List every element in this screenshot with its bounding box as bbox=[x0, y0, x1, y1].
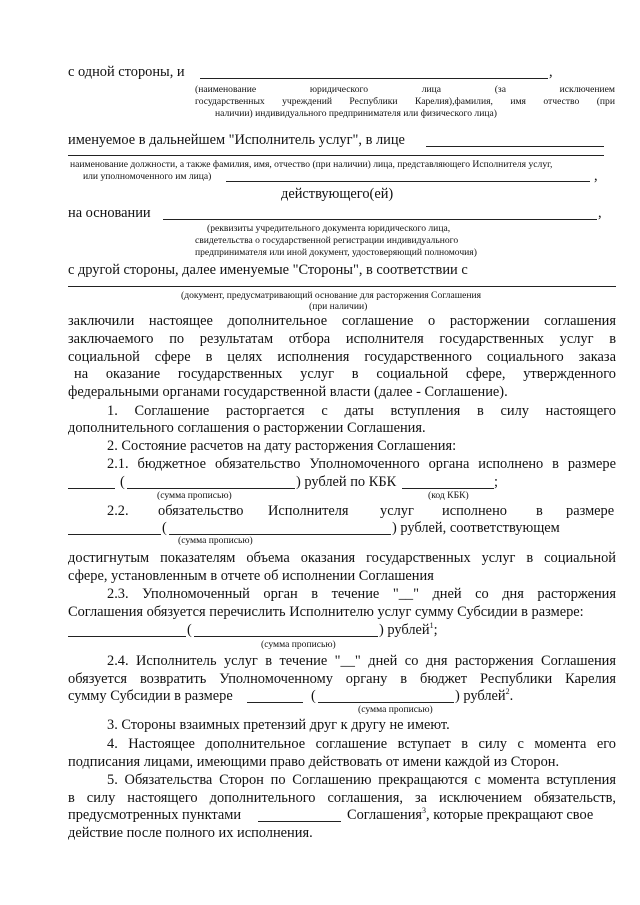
text-executor-represented-by: именуемое в дальнейшем "Исполнитель услуг", в лице bbox=[68, 132, 405, 148]
intro-line-3: социальной сфере в целях исполнения государственного социального заказа bbox=[68, 349, 616, 365]
clause-2-2-word: услуг bbox=[380, 503, 414, 519]
caption-counterparty-2: государственных учреждений Республики Карелия),фамилия, имя отчество (при bbox=[195, 96, 615, 107]
caption-kbk-code: (код КБК) bbox=[428, 490, 469, 501]
clause-2-heading: 2. Состояние расчетов на дату расторжения Соглашения: bbox=[107, 438, 457, 454]
representative-field-line3[interactable] bbox=[226, 181, 590, 182]
comma: , bbox=[594, 168, 598, 184]
caption-representative-2: или уполномоченного им лица) bbox=[83, 171, 212, 182]
representative-field[interactable] bbox=[426, 146, 604, 147]
clause-4-line-1: 4. Настоящее дополнительное соглашение вступает в силу с момента его bbox=[107, 736, 616, 752]
clause-2-2-word: размере bbox=[566, 503, 615, 519]
clause-2-2-word: Исполнителя bbox=[268, 503, 349, 519]
caption-counterparty-3: наличии) индивидуального предпринимателя или физического лица) bbox=[215, 108, 497, 119]
clause-5-line-3a: предусмотренных пунктами bbox=[68, 807, 242, 823]
caption-sum-in-words: (сумма прописью) bbox=[261, 639, 336, 650]
clause-2-2-word: в bbox=[536, 503, 543, 519]
clause-5-line-3b bbox=[347, 807, 593, 824]
clause-2-2-rubles-corresponding: ) рублей, соответствующем bbox=[392, 520, 560, 536]
clause-2-4-line-1: 2.4. Исполнитель услуг в течение "__" дней со дня расторжения Соглашения bbox=[107, 653, 616, 669]
clause-3: 3. Стороны взаимных претензий друг к другу не имеют. bbox=[107, 717, 450, 733]
clause-2-1-amount-words-field[interactable] bbox=[127, 488, 295, 489]
paren-open: ( bbox=[120, 474, 125, 490]
paren-open: ( bbox=[162, 520, 167, 536]
clause-4-line-2: подписания лицами, имеющими право действовать от имени каждой из Сторон. bbox=[68, 754, 560, 770]
footnote-ref-1[interactable]: 1 bbox=[429, 621, 434, 631]
comma: , bbox=[549, 64, 553, 80]
clause-2-3-amount-words-field[interactable] bbox=[194, 636, 378, 637]
caption-sum-in-words: (сумма прописью) bbox=[178, 535, 253, 546]
termination-basis-field[interactable] bbox=[68, 286, 616, 287]
clause-2-3-rubles bbox=[379, 622, 438, 639]
clause-5-items-field[interactable] bbox=[258, 821, 341, 822]
semicolon: ; bbox=[494, 474, 498, 490]
clause-2-2-word: обязательство bbox=[158, 503, 244, 519]
clause-2-4-line-3: сумму Субсидии в размере bbox=[68, 688, 233, 704]
comma: , bbox=[598, 205, 602, 221]
clause-5-line-4: действие после полного их исполнения. bbox=[68, 825, 313, 841]
caption-termination-basis-2: (при наличии) bbox=[309, 301, 368, 312]
clause-2-2-line-3: достигнутым показателям объема оказания государственных услуг в социальной bbox=[68, 550, 616, 566]
clause-2-3-amount-field[interactable] bbox=[68, 636, 186, 637]
rubles-text: ) рублей bbox=[379, 622, 430, 638]
clause-2-1-amount-field[interactable] bbox=[68, 488, 115, 489]
caption-basis-2: свидетельства о государственной регистрации индивидуального bbox=[195, 235, 459, 246]
kbk-code-field[interactable] bbox=[402, 488, 494, 489]
rubles-text: ) рублей bbox=[455, 688, 506, 704]
semicolon: ; bbox=[433, 622, 438, 638]
clause-2-2-word: 2.2. bbox=[107, 503, 129, 519]
clause-2-1-line-1: 2.1. бюджетное обязательство Уполномоченного органа исполнено в размере bbox=[107, 456, 616, 472]
clause-2-1-rubles-kbk: ) рублей по КБК bbox=[296, 474, 397, 490]
caption-sum-in-words: (сумма прописью) bbox=[157, 490, 232, 501]
period: . bbox=[509, 688, 514, 704]
intro-line-5: федеральными органами государственной власти (далее - Соглашение). bbox=[68, 384, 508, 400]
caption-termination-basis-1: (документ, предусматривающий основание для расторжения Соглашения bbox=[181, 290, 482, 301]
caption-counterparty-1: (наименование юридического лица (за исключением bbox=[195, 84, 615, 95]
text-on-basis: на основании bbox=[68, 205, 151, 221]
clause-2-2-word: исполнено bbox=[442, 503, 507, 519]
caption-sum-in-words: (сумма прописью) bbox=[358, 704, 433, 715]
caption-basis-3: предпринимателя или иной документ, удостоверяющий полномочия) bbox=[195, 247, 477, 258]
intro-line-4: на оказание государственных услуг в социальной сфере, утвержденного bbox=[74, 366, 616, 382]
clause-2-4-rubles bbox=[455, 688, 513, 705]
basis-document-field[interactable] bbox=[163, 219, 597, 220]
agreement-word: Соглашения bbox=[347, 807, 423, 823]
intro-line-2: заключаемого по результатам отбора исполнителя государственных услуг в bbox=[68, 331, 616, 347]
text-other-side-parties: с другой стороны, далее именуемые "Стороны", в соответствии с bbox=[68, 262, 468, 278]
clause-2-2-amount-field[interactable] bbox=[68, 534, 161, 535]
caption-representative-1: наименование должности, а также фамилия, имя, отчество (при наличии) лица, представляющего Исполнителя услуг, bbox=[70, 159, 553, 170]
text-one-side: с одной стороны, и bbox=[68, 64, 185, 80]
text-acting: действующего(ей) bbox=[281, 186, 394, 202]
intro-line-1: заключили настоящее дополнительное соглашение о расторжении соглашения bbox=[68, 313, 616, 329]
paren-open: ( bbox=[311, 688, 316, 704]
clause-2-4-line-2: обязуется возвратить Уполномоченному органу в бюджет Республики Карелия bbox=[68, 671, 616, 687]
clause-2-3-line-2: Соглашения обязуется перечислить Исполнителю услуг сумму Субсидии в размере: bbox=[68, 604, 584, 620]
paren-open: ( bbox=[187, 622, 192, 638]
caption-basis-1: (реквизиты учредительного документа юридического лица, bbox=[207, 223, 451, 234]
representative-field-line2[interactable] bbox=[68, 155, 604, 156]
counterparty-name-field[interactable] bbox=[200, 78, 548, 79]
clause-2-3-line-1: 2.3. Уполномоченный орган в течение "__" дней со дня расторжения bbox=[107, 586, 616, 602]
footnote-ref-3[interactable]: 3 bbox=[422, 806, 427, 816]
clause-2-4-amount-words-field[interactable] bbox=[318, 702, 454, 703]
clause-1-line-1: 1. Соглашение расторгается с даты вступления в силу настоящего bbox=[107, 403, 616, 419]
clause-5-line-1: 5. Обязательства Сторон по Соглашению прекращаются с момента вступления bbox=[107, 772, 616, 788]
clause-5-line-2: в силу настоящего дополнительного соглашения, за исключением обязательств, bbox=[68, 790, 616, 806]
clause-2-2-line-4: сфере, установленным в отчете об исполнении Соглашения bbox=[68, 568, 434, 584]
clause-1-line-2: дополнительного соглашения о расторжении Соглашения. bbox=[68, 420, 426, 436]
footnote-ref-2[interactable]: 2 bbox=[505, 687, 510, 697]
clause-5-tail: , которые прекращают свое bbox=[426, 807, 594, 823]
clause-2-4-amount-field[interactable] bbox=[247, 702, 303, 703]
